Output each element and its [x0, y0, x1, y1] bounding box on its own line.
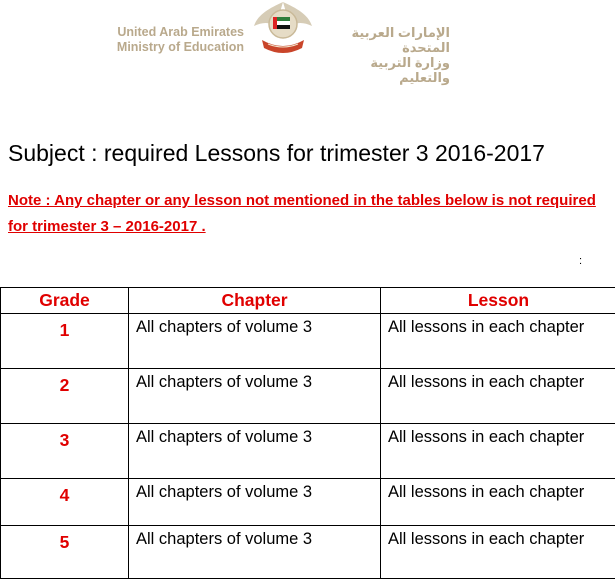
grade-cell: 4 [1, 479, 129, 526]
lesson-cell: All lessons in each chapter [381, 369, 615, 424]
subject-title: Subject : required Lessons for trimester 3 2016-2017 [8, 140, 545, 166]
chapter-cell: All chapters of volume 3 [129, 526, 381, 579]
letterhead [0, 0, 615, 85]
note-text: Note : Any chapter or any lesson not mentioned in the tables below is not required for trimester 3 – 2016-2017 . [8, 192, 596, 235]
lesson-cell: All lessons in each chapter [381, 526, 615, 579]
grade-cell: 5 [1, 526, 129, 579]
table-row [1, 526, 615, 579]
header-grade: Grade [1, 288, 129, 314]
table-row [1, 479, 615, 526]
ministry-en-line1: United Arab Emirates [117, 25, 244, 39]
lesson-cell: All lessons in each chapter [381, 314, 615, 369]
header-chapter: Chapter [129, 288, 381, 314]
header-lesson: Lesson [381, 288, 615, 314]
ministry-name-english [104, 25, 244, 55]
ministry-ar-line1: الإمارات العربية المتحدة [351, 25, 450, 55]
lessons-table [0, 287, 615, 579]
table-row [1, 424, 615, 479]
lesson-cell: All lessons in each chapter [381, 424, 615, 479]
lesson-cell: All lessons in each chapter [381, 479, 615, 526]
ministry-name-arabic [320, 25, 450, 85]
table-row [1, 369, 615, 424]
grade-cell: 2 [1, 369, 129, 424]
table-header-row [1, 288, 615, 314]
ministry-en-line2: Ministry of Education [116, 40, 244, 54]
stray-mark: : [579, 255, 583, 267]
chapter-cell: All chapters of volume 3 [129, 314, 381, 369]
table-row [1, 314, 615, 369]
chapter-cell: All chapters of volume 3 [129, 369, 381, 424]
chapter-cell: All chapters of volume 3 [129, 424, 381, 479]
grade-cell: 3 [1, 424, 129, 479]
uae-emblem-icon [250, 0, 316, 58]
ministry-ar-line2: وزارة التربية والتعليم [370, 55, 450, 85]
chapter-cell: All chapters of volume 3 [129, 479, 381, 526]
grade-cell: 1 [1, 314, 129, 369]
